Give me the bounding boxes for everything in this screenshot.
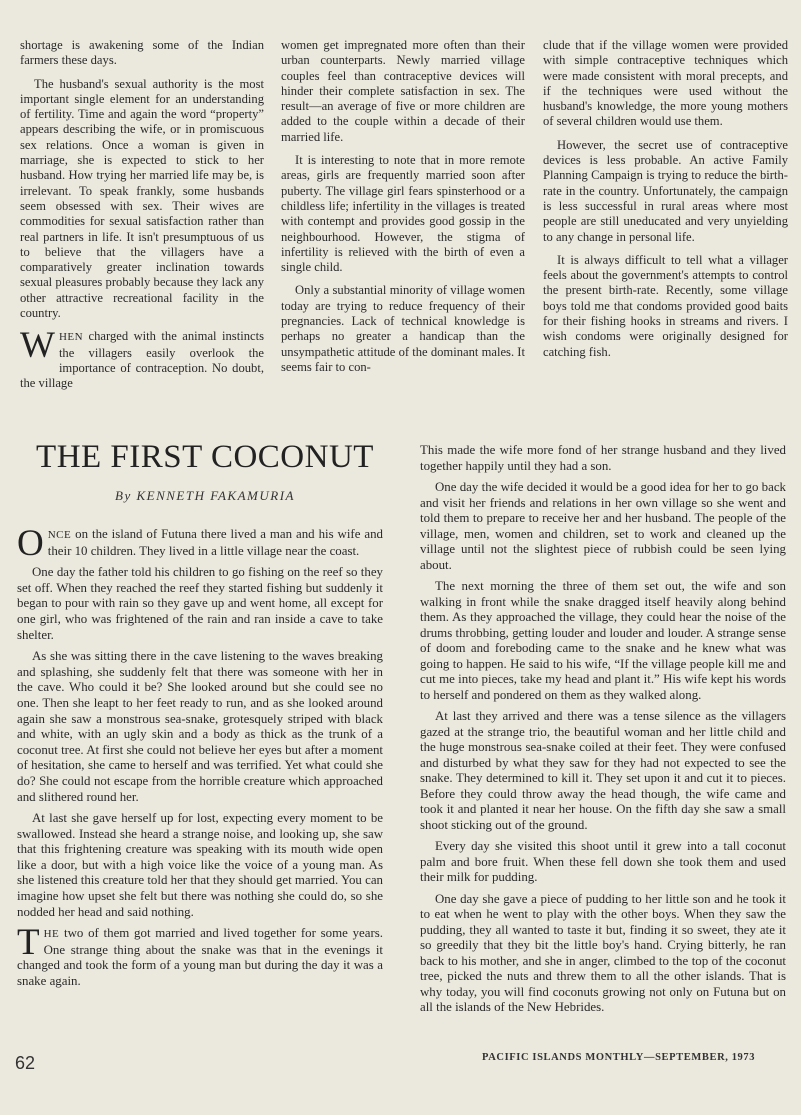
drop-cap: O <box>17 523 44 564</box>
paragraph <box>20 325 264 391</box>
paragraph-text: charged with the animal instincts the villagers easily overlook the importance of contraception. No doubt, the village <box>20 329 264 391</box>
paragraph: The husband's sexual authority is the most important single element for an understanding of fertility. Time and again the word “property” appears describing the wife, or in promiscuous sex relations. Once a woman is given in marriage, she is expected to stick to her husband. How trying her married life may be, is irrelevant. To speak frankly, some husbands seem obsessed with sex. Their wives are commodities for sexual satisfaction rather than real partners in life. It isn't presumptuous of us to believe that the villagers have a comparatively greater inclination towards sexual pleasures probably because they lack any other attractive recreational facility in the country. <box>20 76 264 321</box>
small-caps-lead: NCE <box>47 529 72 541</box>
paragraph: Only a substantial minority of village women today are trying to reduce frequency of their pregnancies. Lack of technical knowledge is perhaps no greater a handicap than the unsympathetic attitude of the dominant males. It seems fair to con- <box>281 283 525 374</box>
small-caps-lead: HE <box>43 928 60 941</box>
article-column-3 <box>543 38 788 368</box>
paragraph: As she was sitting there in the cave listening to the waves breaking and splashing, she suddenly felt that there was someone with her in the cave. Who could it be? She looked around but she could see no one. Then she leapt to her feet ready to run, and as she looked around again she saw a monstrous sea-snake, grotesquely striped with black and white, with an ugly skin and a body as thick as the trunk of a coconut tree. At first she could not believe her eyes but after a moment of hesitation, she came to herself and was terrified. Yet what could she do? She could not escape from the horrible creature which approached and slithered round her. <box>17 649 383 804</box>
paragraph: The next morning the three of them set out, the wife and son walking in front while the snake dragged itself heavily along behind them. As they approached the village, they could hear the noise of the drums throbbing, getting louder and louder and louder. A strange sense of doom and foreboding came to the snake and he knew what was going to happen. He said to his wife, “If the village people kill me and cut me into pieces, take my head and plant it.” His wife kept his words to herself and pondered on them as they walked along. <box>420 579 786 702</box>
paragraph: One day the wife decided it would be a good idea for her to go back and visit her friends and relations in her own village so she went and told them to prepare to receive her and her husband. The people of the village, men, women and children, set to work and cleaned up the village until not the slightest piece of rubbish could be seen lying about. <box>420 480 786 572</box>
paragraph: This made the wife more fond of her strange husband and they lived together happily until they had a son. <box>420 443 786 473</box>
drop-cap: W <box>20 325 55 367</box>
story-title: THE FIRST COCONUT <box>36 439 374 475</box>
paragraph <box>17 523 383 564</box>
paragraph: It is always difficult to tell what a villager feels about the government's attempts to control the present birth-rate. Recently, some village boys told me that condoms provided good baits for their fishing hooks in streams and rivers. I wish condoms were originally designed for catching fish. <box>543 252 788 359</box>
small-caps-lead: HEN <box>58 331 84 344</box>
paragraph-text: on the island of Futuna there lived a man and his wife and their 10 children. They lived in a little village near the coast. <box>47 527 383 558</box>
paragraph: Every day she visited this shoot until it grew into a tall coconut palm and bore fruit. When these fell down she took them and used their milk for pudding. <box>420 839 786 884</box>
paragraph: shortage is awakening some of the Indian farmers these days. <box>20 38 264 68</box>
story-column-1 <box>17 523 383 996</box>
paragraph: However, the secret use of contraceptive devices is less probable. An active Family Planning Campaign is trying to reduce the birth-rate in the country. Unfortunately, the campaign is less successful in rural areas where most people are still uneducated and very unyielding to any change in personal life. <box>543 137 788 244</box>
drop-cap: T <box>17 922 40 964</box>
paragraph: At last she gave herself up for lost, expecting every moment to be swallowed. Instead she heard a strange noise, and looking up, she saw that this frightening creature was speaking with its mouth wide open like a door, but with a high voice like the voice of a young man. As she listened this creature told her that they should get married. You can imagine how upset she felt but there was nothing she could do, so she nodded her head and said nothing. <box>17 811 383 919</box>
story-byline: By KENNETH FAKAMURIA <box>115 488 295 503</box>
article-column-1 <box>20 38 264 400</box>
paragraph-text: two of them got married and lived together for some years. One strange thing about the snake was that in the evenings it changed and took the form of a young man but during the day it was a snake again. <box>17 926 383 989</box>
paragraph: It is interesting to note that in more remote areas, girls are frequently married soon after puberty. The village girl fears spinsterhood or a childless life; infertility in the villages is treated with contempt and provides good gossip in the neighbourhood. However, the stigma of infertility is relieved with the birth of even a single child. <box>281 153 525 275</box>
paragraph: At last they arrived and there was a tense silence as the villagers gazed at the strange trio, the beautiful woman and her little child and the huge monstrous sea-snake coiled at their feet. They were confused and disturbed by what they saw for they had not expected to see the snake. They determined to kill it. They set upon it and cut it to pieces. Before they could throw away the head though, the wife came and took it and planted it near her house. On the fifth day she saw a small shoot sticking out of the ground. <box>420 709 786 832</box>
paragraph: clude that if the village women were provided with simple contraceptive techniques which were made consistent with moral precepts, and if the techniques were used without the husband's knowledge, the more young mothers of several children would use them. <box>543 38 788 129</box>
paragraph: One day she gave a piece of pudding to her little son and he took it to eat when he went to play with the other boys. When they saw the pudding, they all wanted to taste it but, finding it so sweet, they ate it so greedily that they bit the little boy's hand. Crying bitterly, he ran back to his mother, and she in anger, climbed to the top of the coconut tree, picked the nuts and threw them to all the other islands. That is why today, you will find coconuts growing not only on Futuna but on all the islands of the New Hebrides. <box>420 891 786 1014</box>
paragraph: women get impregnated more often than their urban counterparts. Newly married village couples feel than contraceptive devices will hinder their complete satisfaction in sex. The result—an average of five or more children are added to the couple within a decade of their married life. <box>281 38 525 144</box>
running-footer: PACIFIC ISLANDS MONTHLY—SEPTEMBER, 1973 <box>482 1052 756 1063</box>
page-number: 62 <box>15 1053 36 1073</box>
paragraph <box>17 922 383 989</box>
article-column-2 <box>281 38 525 383</box>
story-column-2 <box>420 443 786 1022</box>
paragraph: One day the father told his children to go fishing on the reef so they set off. When they reached the reef they started fishing but suddenly it began to pour with rain so they gave up and went home, all except for one girl, who was frightened of the rain and ran inside a cave to take shelter. <box>17 565 383 642</box>
